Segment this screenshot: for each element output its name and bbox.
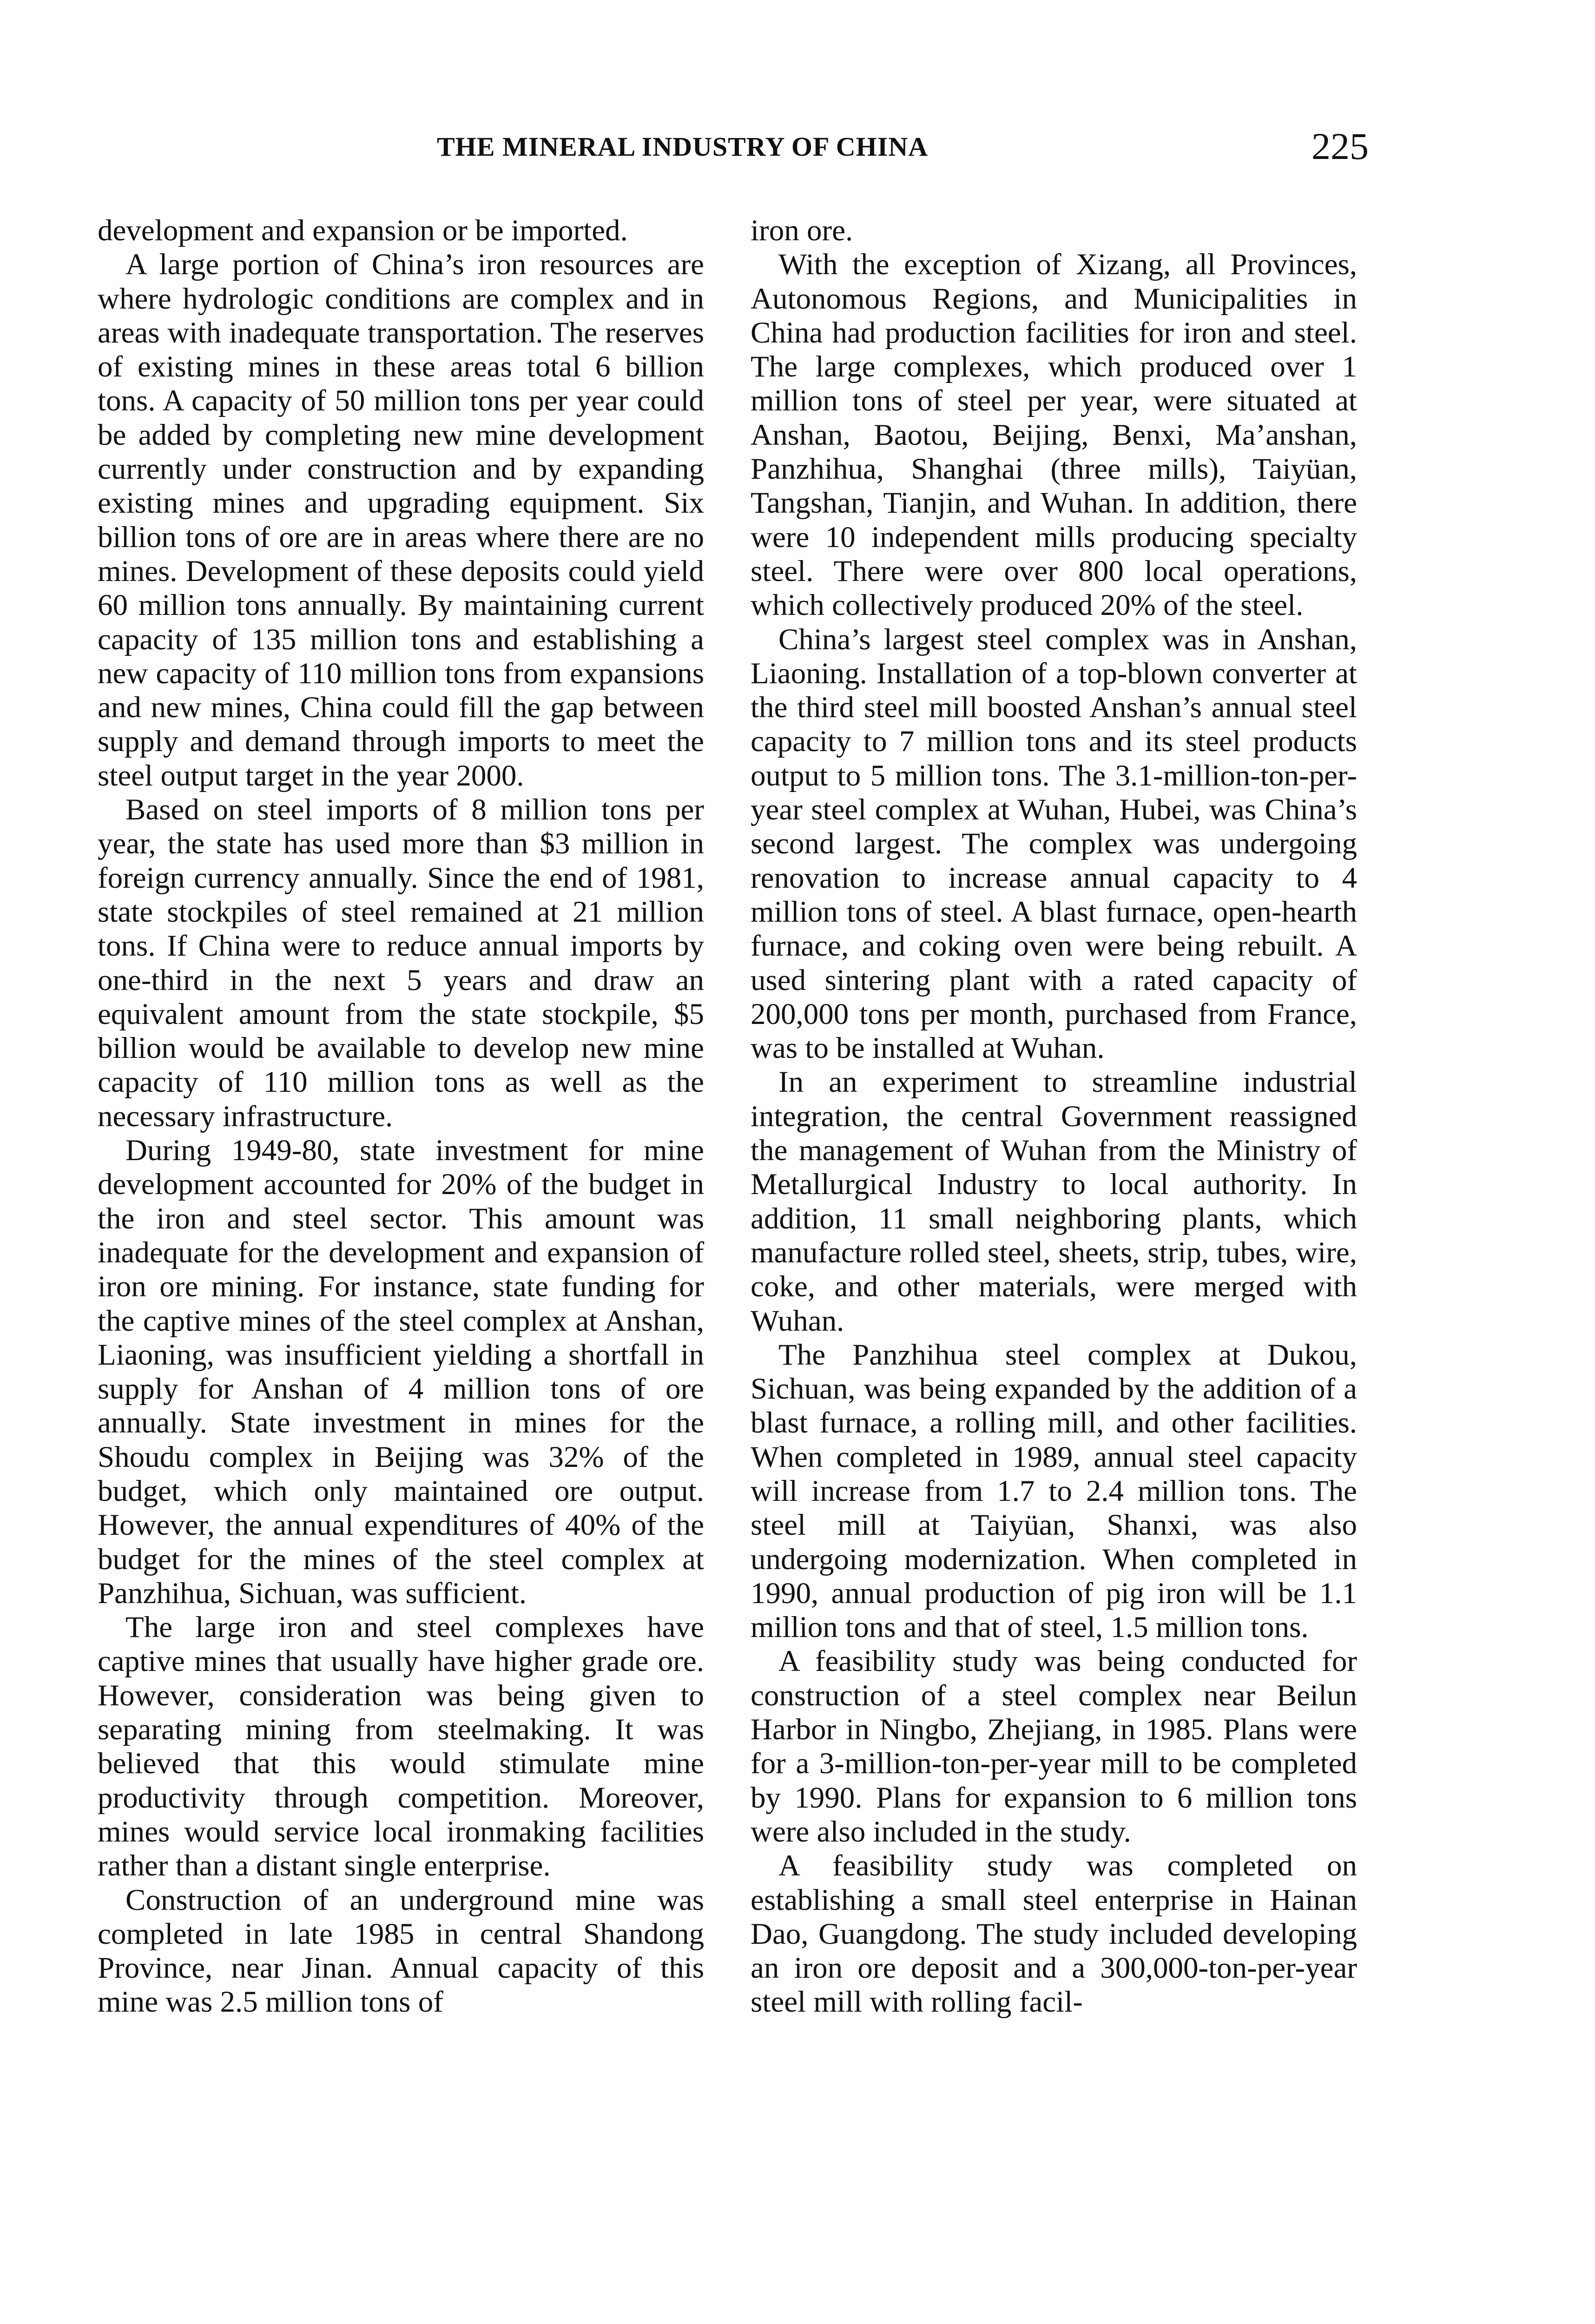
paragraph: In an experiment to streamline industrial integration, the central Government reassigned the management of Wuhan from the Ministry of Metallurgical Industry to local authority. In addition, 11 small neighboring plants, which manufacture rolled steel, sheets, strip, tubes, wire, coke, and other materials, were merged with Wuhan. — [751, 1065, 1357, 1338]
paragraph: The Panzhihua steel complex at Dukou, Sichuan, was being expanded by the addition of a blast furnace, a rolling mill, and other facilities. When completed in 1989, annual steel capacity will increase from 1.7 to 2.4 million tons. The steel mill at Taiyüan, Shanxi, was also undergoing modernization. When completed in 1990, annual production of pig iron will be 1.1 million tons and that of steel, 1.5 million tons. — [751, 1338, 1357, 1644]
paragraph: Based on steel imports of 8 million tons per year, the state has used more than $3 million in foreign currency annually. Since the end of 1981, state stockpiles of steel remained at 21 million tons. If China were to reduce annual imports by one-third in the next 5 years and draw an equivalent amount from the state stockpile, $5 billion would be available to develop new mine capacity of 110 million tons as well as the necessary infrastructure. — [98, 793, 704, 1133]
paragraph: During 1949-80, state investment for mine development accounted for 20% of the budget in the iron and steel sector. This amount was inadequate for the development and expansion of iron ore mining. For instance, state funding for the captive mines of the steel complex at Anshan, Liaoning, was insufficient yielding a shortfall in supply for Anshan of 4 million tons of ore annually. State investment in mines for the Shoudu complex in Beijing was 32% of the budget, which only maintained ore output. However, the annual expenditures of 40% of the budget for the mines of the steel complex at Panzhihua, Sichuan, was sufficient. — [98, 1134, 704, 1610]
page-number: 225 — [1312, 125, 1369, 167]
paragraph: iron ore. — [751, 214, 853, 247]
running-head — [0, 125, 1595, 168]
paragraph: The large iron and steel complexes have captive mines that usually have higher grade ore. However, consideration was being given to separating mining from steelmaking. It was believed that this would stimulate mine productivity through competition. Moreover, mines would service local ironmaking facilities rather than a distant single enterprise. — [98, 1611, 704, 1883]
paragraph: A feasibility study was completed on establishing a small steel enterprise in Hainan Dao, Guangdong. The study included developing an iron ore deposit and a 300,000-ton-per-year steel mill with rolling facil- — [751, 1849, 1357, 2019]
paragraph: With the exception of Xizang, all Provinces, Autonomous Regions, and Municipalities in China had production facilities for iron and steel. The large complexes, which produced over 1 million tons of steel per year, were situated at Anshan, Baotou, Beijing, Benxi, Ma’anshan, Panzhihua, Shanghai (three mills), Taiyüan, Tangshan, Tianjin, and Wuhan. In addition, there were 10 independent mills producing specialty steel. There were over 800 local operations, which collectively produced 20% of the steel. — [751, 248, 1357, 622]
paragraph: development and expansion or be imported. — [98, 214, 628, 247]
running-title: THE MINERAL INDUSTRY OF CHINA — [437, 132, 929, 162]
paragraph: A large portion of China’s iron resources are where hydrologic conditions are complex and in areas with inadequate transportation. The reserves of existing mines in these areas total 6 billion tons. A capacity of 50 million tons per year could be added by completing new mine development currently under construction and by expanding existing mines and upgrading equipment. Six billion tons of ore are in areas where there are no mines. Development of these deposits could yield 60 million tons annually. By maintaining current capacity of 135 million tons and establishing a new capacity of 110 million tons from expansions and new mines, China could fill the gap between supply and demand through imports to meet the steel output target in the year 2000. — [98, 248, 704, 792]
paragraph: A feasibility study was being conducted for construction of a steel complex near Beilun Harbor in Ningbo, Zhejiang, in 1985. Plans were for a 3-million-ton-per-year mill to be completed by 1990. Plans for expansion to 6 million tons were also included in the study. — [751, 1644, 1357, 1849]
left-column — [98, 214, 704, 2020]
paragraph: Construction of an underground mine was completed in late 1985 in central Shandong Province, near Jinan. Annual capacity of this mine was 2.5 million tons of — [98, 1883, 704, 2019]
right-column — [751, 214, 1357, 2020]
paragraph: China’s largest steel complex was in Anshan, Liaoning. Installation of a top-blown converter at the third steel mill boosted Anshan’s annual steel capacity to 7 million tons and its steel products output to 5 million tons. The 3.1-million-ton-per-year steel complex at Wuhan, Hubei, was China’s second largest. The complex was undergoing renovation to increase annual capacity to 4 million tons of steel. A blast furnace, open-hearth furnace, and coking oven were being rebuilt. A used sintering plant with a rated capacity of 200,000 tons per month, purchased from France, was to be installed at Wuhan. — [751, 622, 1357, 1065]
